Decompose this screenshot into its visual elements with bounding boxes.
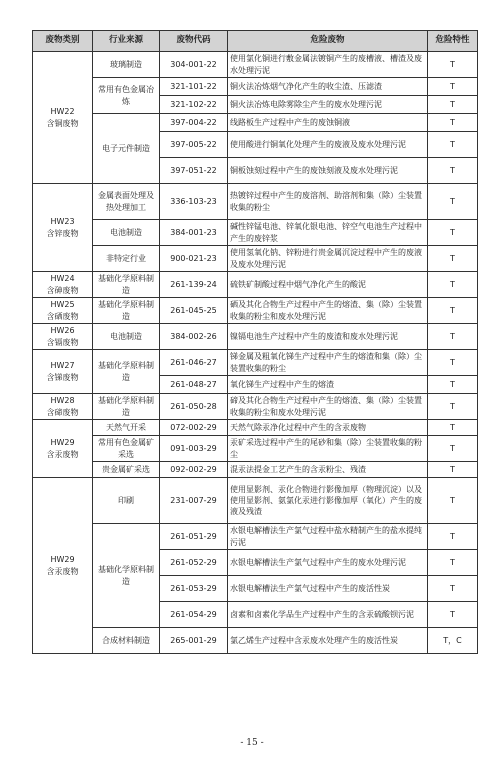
risk-cell: T: [428, 436, 478, 462]
category-cell: HW27 含锑废物: [33, 350, 93, 394]
code-cell: 900-021-23: [160, 246, 228, 272]
risk-cell: T: [428, 246, 478, 272]
code-cell: 397-005-22: [160, 132, 228, 158]
risk-cell: T: [428, 602, 478, 628]
table-row: [33, 78, 478, 96]
waste-cell: 碱性锌锰电池、锌氧化银电池、锌空气电池生产过程中产生的废锌浆: [228, 220, 428, 246]
code-cell: 265-001-29: [160, 628, 228, 654]
header-category: 废物类别: [33, 31, 93, 52]
risk-cell: T: [428, 158, 478, 184]
waste-cell: 使用酸进行铜氧化处理产生的废液及废水处理污泥: [228, 132, 428, 158]
waste-cell: 氯乙烯生产过程中含汞废水处理产生的废活性炭: [228, 628, 428, 654]
industry-cell: 贵金属矿采选: [93, 462, 160, 478]
code-cell: 072-002-29: [160, 420, 228, 436]
waste-cell: 热镀锌过程中产生的废溶剂、助溶剂和集（除）尘装置收集的粉尘: [228, 184, 428, 220]
waste-cell: 使用显影剂、汞化合物进行影像加厚（物理沉淀）以及使用显影剂、氨氯化汞进行影像加厚（氧化）产生的废液及残渣: [228, 478, 428, 524]
document-page: [32, 30, 477, 654]
code-cell: 321-102-22: [160, 96, 228, 114]
risk-cell: T: [428, 78, 478, 96]
risk-cell: T: [428, 184, 478, 220]
code-cell: 261-048-27: [160, 376, 228, 394]
category-cell: HW25 含硒废物: [33, 298, 93, 324]
waste-cell: 铜火法冶炼烟气净化产生的收尘渣、压滤渣: [228, 78, 428, 96]
industry-cell: 金属表面处理及热处理加工: [93, 184, 160, 220]
code-cell: 261-052-29: [160, 550, 228, 576]
table-row: [33, 184, 478, 220]
code-cell: 397-004-22: [160, 114, 228, 132]
table-row: [33, 246, 478, 272]
industry-cell: 基础化学原料制造: [93, 272, 160, 298]
table-row: [33, 462, 478, 478]
category-cell: HW24 含砷废物: [33, 272, 93, 298]
code-cell: 384-002-26: [160, 324, 228, 350]
category-cell: HW26 含镉废物: [33, 324, 93, 350]
risk-cell: T: [428, 96, 478, 114]
risk-cell: T，C: [428, 628, 478, 654]
code-cell: 304-001-22: [160, 52, 228, 78]
table-row: [33, 350, 478, 376]
header-industry: 行业来源: [93, 31, 160, 52]
code-cell: 336-103-23: [160, 184, 228, 220]
risk-cell: T: [428, 524, 478, 550]
industry-cell: 电池制造: [93, 220, 160, 246]
code-cell: 091-003-29: [160, 436, 228, 462]
risk-cell: T: [428, 324, 478, 350]
industry-cell: 电池制造: [93, 324, 160, 350]
waste-cell: 水银电解槽法生产氯气过程中产生的废活性炭: [228, 576, 428, 602]
risk-cell: T: [428, 462, 478, 478]
risk-cell: T: [428, 550, 478, 576]
industry-cell: 天然气开采: [93, 420, 160, 436]
code-cell: 231-007-29: [160, 478, 228, 524]
waste-cell: 铜火法冶炼电除雾除尘产生的废水处理污泥: [228, 96, 428, 114]
waste-cell: 天然气除汞净化过程中产生的含汞废物: [228, 420, 428, 436]
category-cell: HW23 含锌废物: [33, 184, 93, 272]
table-row: [33, 52, 478, 78]
code-cell: 321-101-22: [160, 78, 228, 96]
waste-cell: 卤素和卤素化学品生产过程中产生的含汞硫酸钡污泥: [228, 602, 428, 628]
risk-cell: T: [428, 52, 478, 78]
risk-cell: T: [428, 350, 478, 376]
risk-cell: T: [428, 376, 478, 394]
waste-cell: 锑金属及粗氧化锑生产过程中产生的熔渣和集（除）尘装置收集的粉尘: [228, 350, 428, 376]
table-row: [33, 298, 478, 324]
waste-cell: 混汞法提金工艺产生的含汞粉尘、残渣: [228, 462, 428, 478]
table-row: [33, 436, 478, 462]
code-cell: 261-046-27: [160, 350, 228, 376]
header-risk: 危险特性: [428, 31, 478, 52]
risk-cell: T: [428, 420, 478, 436]
table-row: [33, 478, 478, 524]
waste-cell: 氧化锑生产过程中产生的熔渣: [228, 376, 428, 394]
code-cell: 092-002-29: [160, 462, 228, 478]
header-waste: 危险废物: [228, 31, 428, 52]
table-row: [33, 524, 478, 550]
table-row: [33, 114, 478, 132]
waste-cell: 使用氢氧化钠、锌粉进行贵金属沉淀过程中产生的废液及废水处理污泥: [228, 246, 428, 272]
risk-cell: T: [428, 576, 478, 602]
waste-cell: 镍镉电池生产过程中产生的废渣和废水处理污泥: [228, 324, 428, 350]
category-cell: HW29 含汞废物: [33, 478, 93, 654]
industry-cell: 非特定行业: [93, 246, 160, 272]
table-row: [33, 628, 478, 654]
code-cell: 397-051-22: [160, 158, 228, 184]
category-cell: HW28 含碲废物: [33, 394, 93, 420]
code-cell: 261-053-29: [160, 576, 228, 602]
code-cell: 384-001-23: [160, 220, 228, 246]
code-cell: 261-050-28: [160, 394, 228, 420]
risk-cell: T: [428, 132, 478, 158]
table-row: [33, 220, 478, 246]
industry-cell: 玻璃制造: [93, 52, 160, 78]
code-cell: 261-054-29: [160, 602, 228, 628]
waste-cell: 水银电解槽法生产氯气过程中盐水精制产生的盐水提纯污泥: [228, 524, 428, 550]
risk-cell: T: [428, 220, 478, 246]
code-cell: 261-051-29: [160, 524, 228, 550]
waste-cell: 汞矿采选过程中产生的尾砂和集（除）尘装置收集的粉尘: [228, 436, 428, 462]
risk-cell: T: [428, 114, 478, 132]
industry-cell: 基础化学原料制造: [93, 298, 160, 324]
waste-cell: 硫铁矿制酸过程中烟气净化产生的酸泥: [228, 272, 428, 298]
waste-cell: 使用氯化铜进行敷金属法镀铜产生的废槽液、槽渣及废水处理污泥: [228, 52, 428, 78]
industry-cell: 合成材料制造: [93, 628, 160, 654]
industry-cell: 常用有色金属矿采选: [93, 436, 160, 462]
code-cell: 261-045-25: [160, 298, 228, 324]
waste-cell: 硒及其化合物生产过程中产生的熔渣、集（除）尘装置收集的粉尘和废水处理污泥: [228, 298, 428, 324]
table-header-row: [33, 31, 478, 52]
industry-cell: 电子元件制造: [93, 114, 160, 184]
category-cell: HW29 含汞废物: [33, 420, 93, 478]
table-row: [33, 324, 478, 350]
risk-cell: T: [428, 478, 478, 524]
table-row: [33, 420, 478, 436]
waste-cell: 铜板蚀刻过程中产生的废蚀刻液及废水处理污泥: [228, 158, 428, 184]
risk-cell: T: [428, 298, 478, 324]
risk-cell: T: [428, 394, 478, 420]
page-number: - 15 -: [240, 738, 264, 748]
table-row: [33, 272, 478, 298]
code-cell: 261-139-24: [160, 272, 228, 298]
waste-cell: 碲及其化合物生产过程中产生的熔渣、集（除）尘装置收集的粉尘和废水处理污泥: [228, 394, 428, 420]
waste-cell: 线路板生产过程中产生的废蚀铜液: [228, 114, 428, 132]
industry-cell: 常用有色金属冶炼: [93, 78, 160, 114]
industry-cell: 印刷: [93, 478, 160, 524]
industry-cell: 基础化学原料制造: [93, 350, 160, 394]
header-code: 废物代码: [160, 31, 228, 52]
table-row: [33, 394, 478, 420]
waste-cell: 水银电解槽法生产氯气过程中产生的废水处理污泥: [228, 550, 428, 576]
industry-cell: 基础化学原料制造: [93, 524, 160, 628]
industry-cell: 基础化学原料制造: [93, 394, 160, 420]
hazardous-waste-table: [32, 30, 478, 654]
category-cell: HW22 含铜废物: [33, 52, 93, 184]
risk-cell: T: [428, 272, 478, 298]
